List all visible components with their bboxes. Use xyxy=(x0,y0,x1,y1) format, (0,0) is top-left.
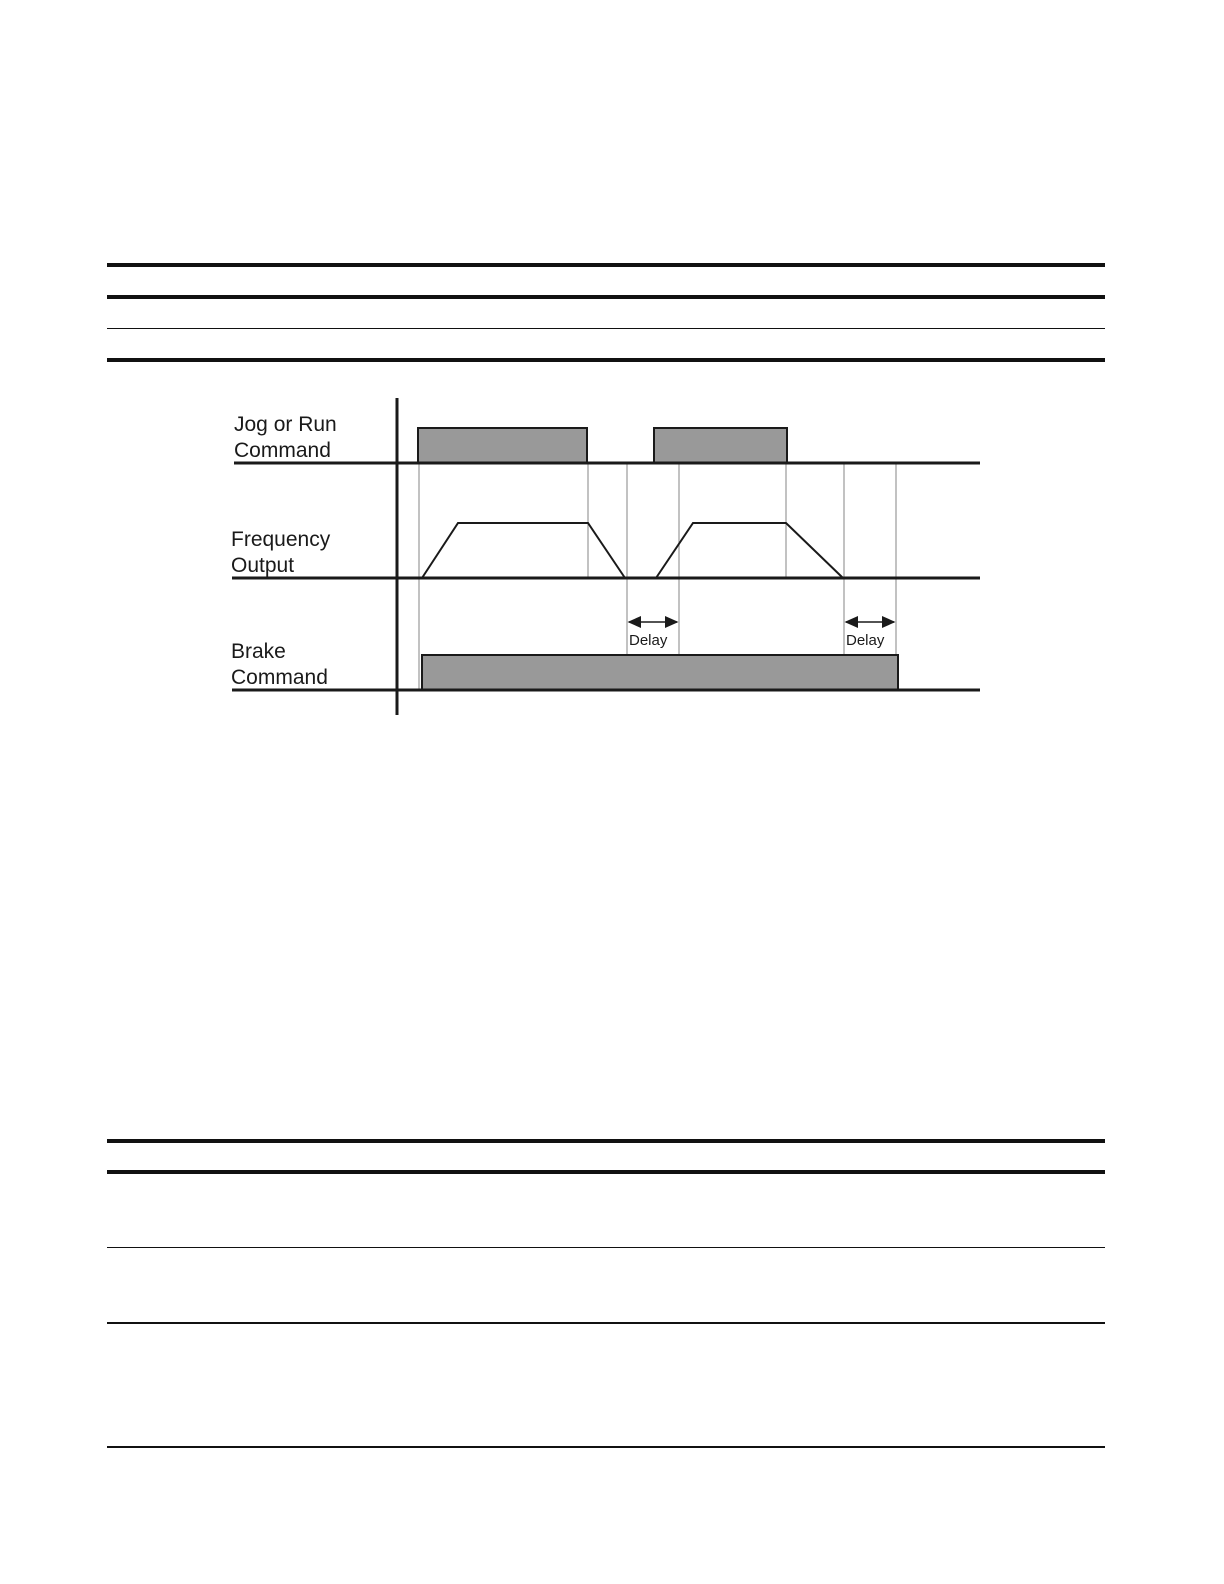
delay-label-1: Delay xyxy=(629,632,668,649)
brake-label-line-1: Brake xyxy=(231,640,286,663)
brake-label-line-2: Command xyxy=(231,666,328,689)
jog-pulse-1 xyxy=(418,428,587,463)
brake-pulse xyxy=(422,655,898,690)
frequency-label-line-2: Output xyxy=(231,554,295,577)
jog-label-line-2: Command xyxy=(234,439,331,462)
delay-label-2: Delay xyxy=(846,632,885,649)
frequency-ramp-2 xyxy=(656,523,843,578)
jog-label-line-1: Jog or Run xyxy=(234,413,337,436)
frequency-ramp-1 xyxy=(422,523,625,578)
jog-pulse-2 xyxy=(654,428,787,463)
frequency-label-line-1: Frequency xyxy=(231,528,331,551)
